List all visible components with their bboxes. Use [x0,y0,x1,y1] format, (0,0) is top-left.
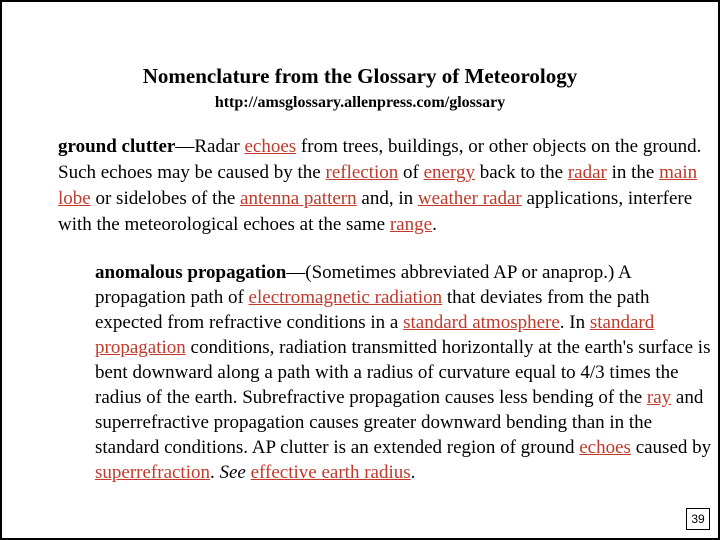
entry-text: and superrefractive propagation causes greater downward bending than in the standard conditions. AP clutter is an extended region of ground [95,387,704,458]
link-main-lobe[interactable]: main lobe [58,162,698,209]
link-antenna-pattern[interactable]: antenna pattern [240,188,357,209]
link-range[interactable]: range [389,214,433,235]
entry-text: and, in [356,188,418,209]
entry-text: of [398,162,424,183]
entry-text: . [210,462,220,483]
glossary-entry-anomalous-propagation [95,260,719,485]
glossary-entry-ground-clutter [58,134,718,238]
entry-term: ground clutter [58,136,176,157]
entry-term: anomalous propagation [95,262,287,283]
link-energy[interactable]: energy [423,162,475,183]
entry-text: —Radar [175,136,245,157]
link-standard-propagation[interactable]: standard propagation [95,312,655,358]
entry-text: conditions, radiation transmitted horizontally at the earth's surface is bent downward along a path with a radius of curvature equal to 4/3 times the radius of the earth. Subrefractive propagation causes less bending of the [95,337,711,408]
entry-text: or sidelobes of the [90,188,241,209]
entry-text: . [410,462,416,483]
entry-text: applications, interfere with the meteorological echoes at the same [58,188,693,235]
glossary-url: http://amsglossary.allenpress.com/glossary [214,94,506,111]
link-electromagnetic-radiation[interactable]: electromagnetic radiation [248,287,443,308]
entry-text: . In [559,312,590,333]
link-weather-radar[interactable]: weather radar [417,188,522,209]
link-echoes[interactable]: echoes [244,136,297,157]
entry-text: from trees, buildings, or other objects on the ground. Such echoes may be caused by the [58,136,702,183]
link-standard-atmosphere[interactable]: standard atmosphere [403,312,560,333]
see-reference: See [219,462,246,483]
link-ray[interactable]: ray [646,387,672,408]
entry-text: . [432,214,437,235]
link-reflection[interactable]: reflection [325,162,399,183]
entry-text: —(Sometimes abbreviated AP or anaprop.) A propagation path of [95,262,631,308]
entry-text: in the [606,162,660,183]
page-number: 39 [686,508,710,530]
entry-text: that deviates from the path expected from refractive conditions in a [95,287,650,333]
link-superrefraction[interactable]: superrefraction [95,462,210,483]
entry-text: back to the [474,162,568,183]
link-radar[interactable]: radar [567,162,607,183]
slide-title: Nomenclature from the Glossary of Meteorology [142,64,578,88]
entry-text: caused by [630,437,712,458]
link-effective-earth-radius[interactable]: effective earth radius [250,462,411,483]
link-echoes[interactable]: echoes [579,437,631,458]
